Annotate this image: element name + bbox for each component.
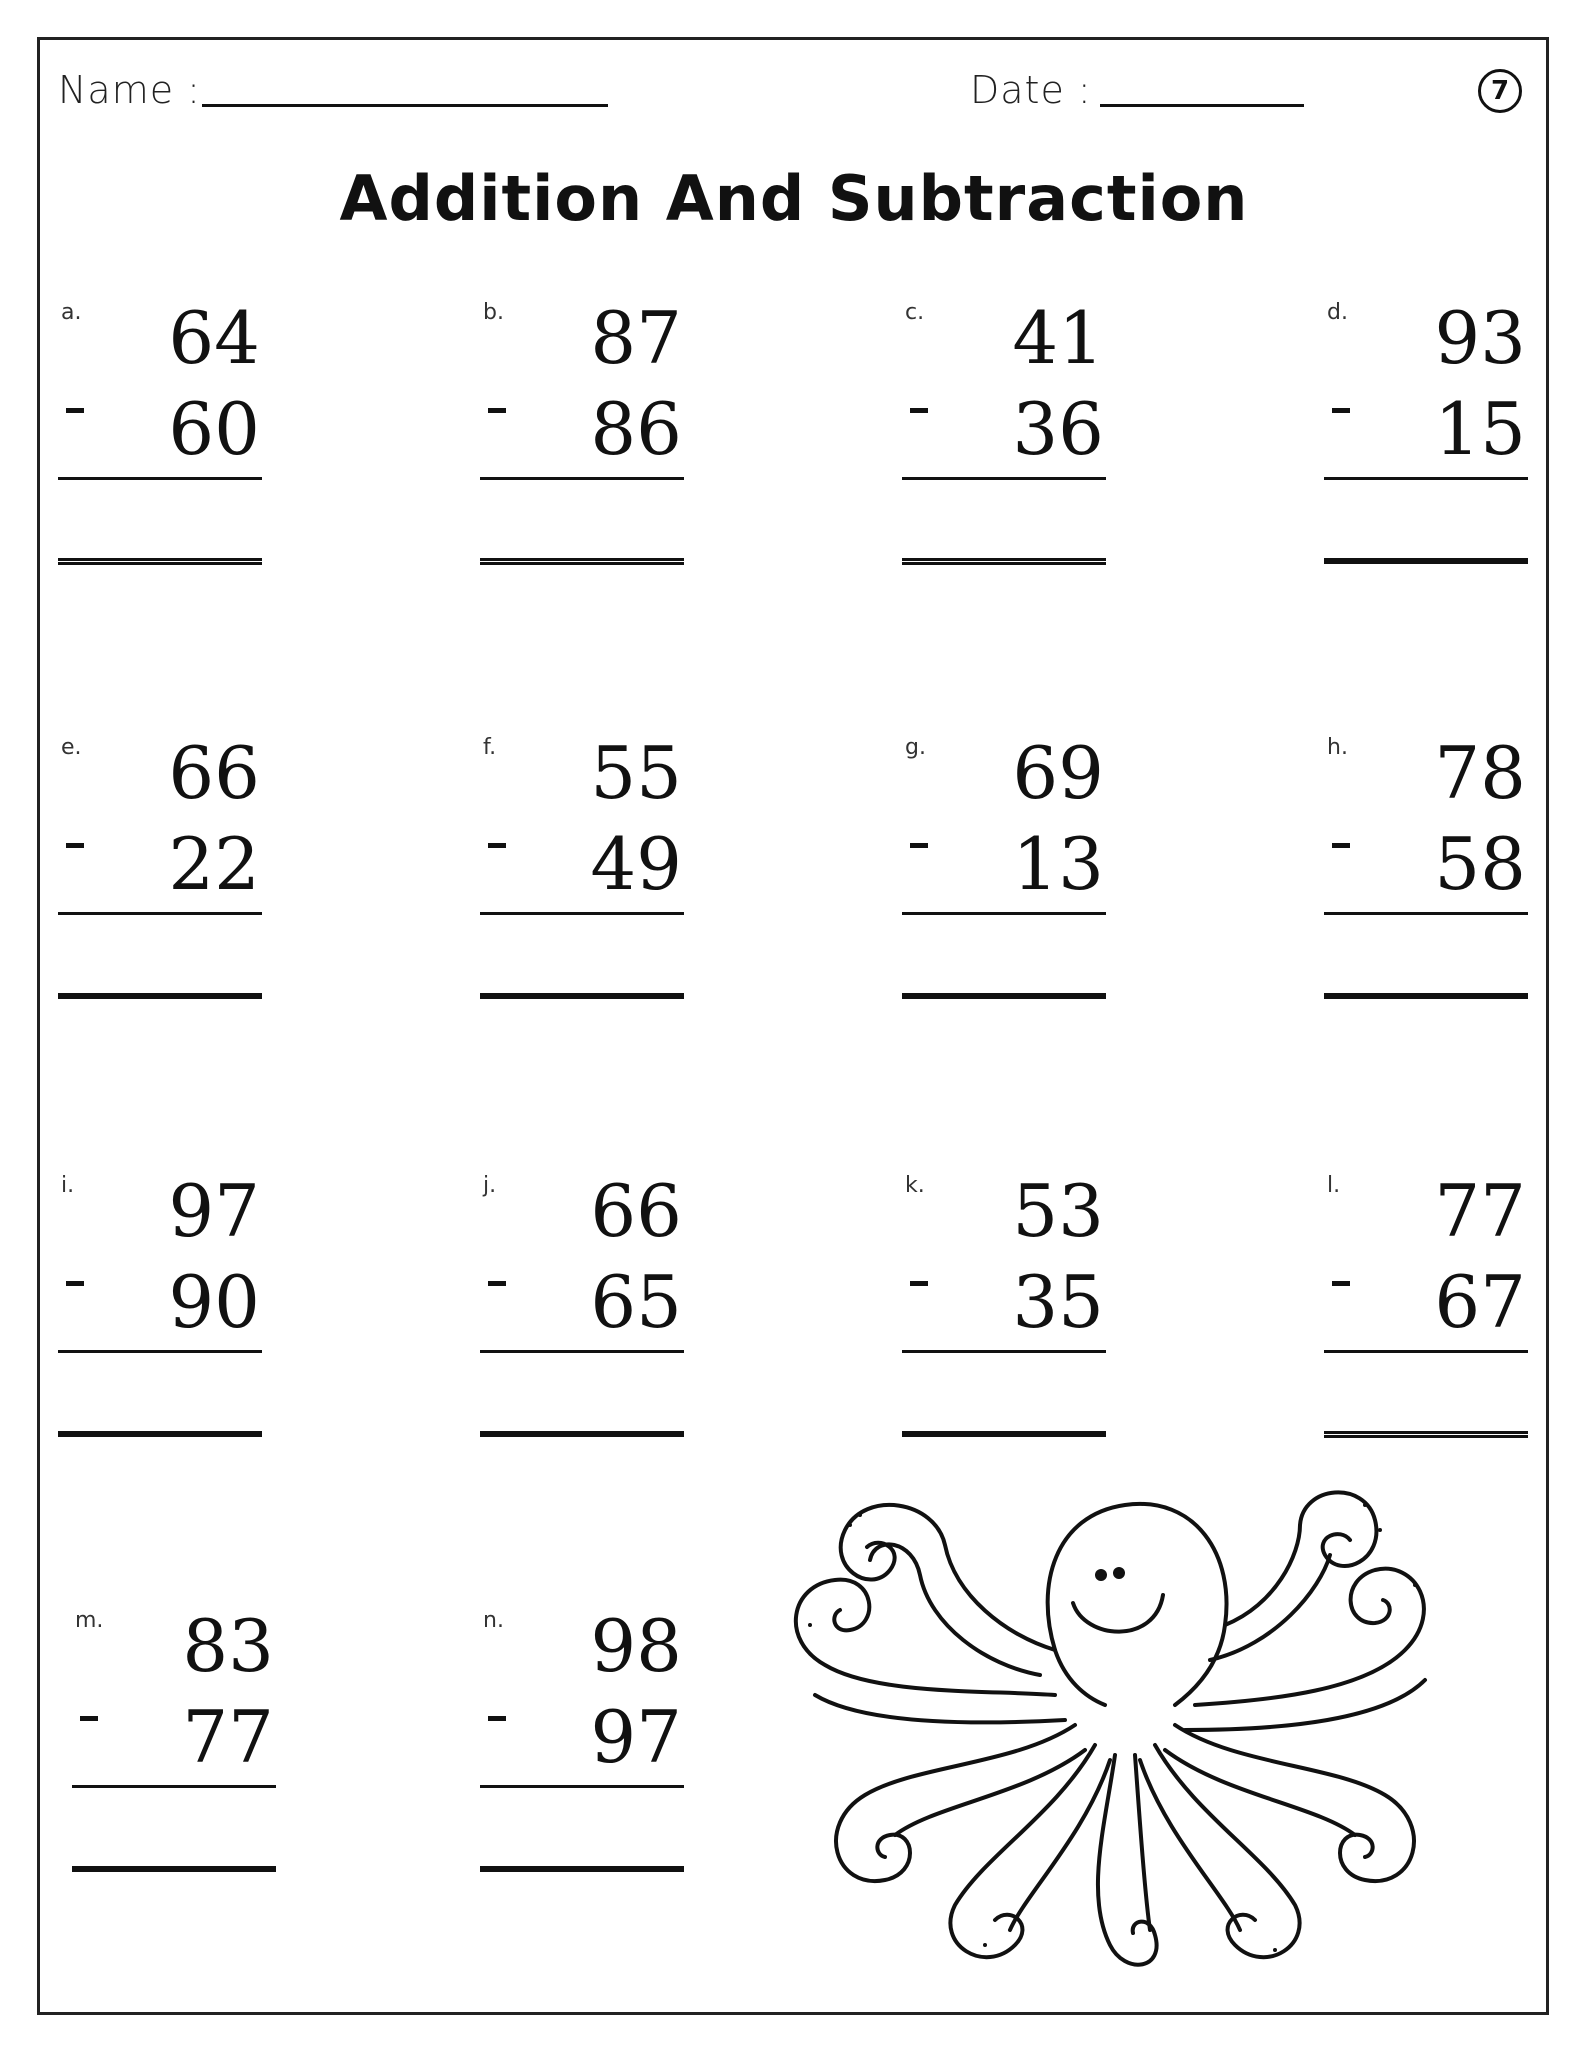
sum-line bbox=[58, 477, 262, 480]
problem-e bbox=[58, 731, 268, 1015]
problem-letter: i. bbox=[61, 1173, 75, 1198]
subtrahend: 58 bbox=[1434, 822, 1526, 906]
problem-f bbox=[480, 731, 690, 1015]
problem-n bbox=[480, 1604, 690, 1888]
date-field[interactable] bbox=[1100, 104, 1304, 107]
problem-letter: k. bbox=[905, 1173, 925, 1198]
answer-line[interactable] bbox=[1324, 1431, 1528, 1438]
problem-letter: n. bbox=[483, 1608, 504, 1633]
subtrahend: 60 bbox=[168, 387, 260, 471]
problem-j bbox=[480, 1169, 690, 1453]
minuend: 83 bbox=[182, 1604, 274, 1688]
sum-line bbox=[480, 1350, 684, 1353]
problem-letter: b. bbox=[483, 300, 504, 325]
subtrahend: 86 bbox=[590, 387, 682, 471]
minus-sign bbox=[488, 1716, 506, 1721]
minus-sign bbox=[66, 408, 84, 413]
minuend: 53 bbox=[1012, 1169, 1104, 1253]
minuend: 55 bbox=[590, 731, 682, 815]
answer-line[interactable] bbox=[1324, 558, 1528, 564]
answer-line[interactable] bbox=[480, 558, 684, 565]
problem-l bbox=[1324, 1169, 1534, 1453]
minuend: 66 bbox=[168, 731, 260, 815]
worksheet-title: Addition And Subtraction bbox=[339, 162, 1249, 235]
problem-letter: e. bbox=[61, 735, 82, 760]
name-label: Name : bbox=[58, 68, 201, 112]
problem-letter: j. bbox=[483, 1173, 497, 1198]
minus-sign bbox=[80, 1716, 98, 1721]
minuend: 98 bbox=[590, 1604, 682, 1688]
minus-sign bbox=[910, 843, 928, 848]
problem-letter: m. bbox=[75, 1608, 104, 1633]
octopus-icon bbox=[755, 1475, 1495, 1985]
problem-letter: d. bbox=[1327, 300, 1348, 325]
subtrahend: 15 bbox=[1434, 387, 1526, 471]
subtrahend: 35 bbox=[1012, 1260, 1104, 1344]
minus-sign bbox=[1332, 408, 1350, 413]
answer-line[interactable] bbox=[902, 1431, 1106, 1437]
subtrahend: 65 bbox=[590, 1260, 682, 1344]
answer-line[interactable] bbox=[72, 1866, 276, 1872]
minus-sign bbox=[66, 843, 84, 848]
problem-letter: l. bbox=[1327, 1173, 1341, 1198]
minus-sign bbox=[488, 843, 506, 848]
minus-sign bbox=[910, 1281, 928, 1286]
sum-line bbox=[902, 912, 1106, 915]
minuend: 69 bbox=[1012, 731, 1104, 815]
minuend: 41 bbox=[1012, 296, 1104, 380]
minuend: 64 bbox=[168, 296, 260, 380]
subtrahend: 49 bbox=[590, 822, 682, 906]
problem-letter: f. bbox=[483, 735, 497, 760]
minus-sign bbox=[488, 408, 506, 413]
sum-line bbox=[58, 912, 262, 915]
subtrahend: 36 bbox=[1012, 387, 1104, 471]
subtrahend: 67 bbox=[1434, 1260, 1526, 1344]
date-label: Date : bbox=[970, 68, 1092, 112]
problem-c bbox=[902, 296, 1112, 580]
sum-line bbox=[1324, 912, 1528, 915]
problem-letter: c. bbox=[905, 300, 925, 325]
answer-line[interactable] bbox=[1324, 993, 1528, 999]
problem-i bbox=[58, 1169, 268, 1453]
minuend: 97 bbox=[168, 1169, 260, 1253]
minuend: 77 bbox=[1434, 1169, 1526, 1253]
sum-line bbox=[480, 912, 684, 915]
subtrahend: 90 bbox=[168, 1260, 260, 1344]
minus-sign bbox=[910, 408, 928, 413]
answer-line[interactable] bbox=[480, 993, 684, 999]
sum-line bbox=[1324, 1350, 1528, 1353]
subtrahend: 22 bbox=[168, 822, 260, 906]
problem-a bbox=[58, 296, 268, 580]
name-field[interactable] bbox=[202, 104, 608, 107]
sum-line bbox=[902, 477, 1106, 480]
sum-line bbox=[480, 1785, 684, 1788]
sum-line bbox=[902, 1350, 1106, 1353]
problem-b bbox=[480, 296, 690, 580]
problem-letter: g. bbox=[905, 735, 926, 760]
minuend: 93 bbox=[1434, 296, 1526, 380]
sum-line bbox=[1324, 477, 1528, 480]
minus-sign bbox=[66, 1281, 84, 1286]
answer-line[interactable] bbox=[58, 558, 262, 565]
subtrahend: 77 bbox=[182, 1695, 274, 1779]
problem-k bbox=[902, 1169, 1112, 1453]
answer-line[interactable] bbox=[58, 993, 262, 999]
problem-letter: h. bbox=[1327, 735, 1348, 760]
sum-line bbox=[58, 1350, 262, 1353]
answer-line[interactable] bbox=[480, 1866, 684, 1872]
minuend: 66 bbox=[590, 1169, 682, 1253]
answer-line[interactable] bbox=[902, 558, 1106, 565]
page-number-badge: 7 bbox=[1478, 69, 1522, 113]
problem-h bbox=[1324, 731, 1534, 1015]
problem-d bbox=[1324, 296, 1534, 580]
minuend: 78 bbox=[1434, 731, 1526, 815]
minuend: 87 bbox=[590, 296, 682, 380]
answer-line[interactable] bbox=[902, 993, 1106, 999]
problem-m bbox=[72, 1604, 282, 1888]
minus-sign bbox=[1332, 843, 1350, 848]
answer-line[interactable] bbox=[58, 1431, 262, 1437]
subtrahend: 97 bbox=[590, 1695, 682, 1779]
problem-g bbox=[902, 731, 1112, 1015]
answer-line[interactable] bbox=[480, 1431, 684, 1437]
minus-sign bbox=[1332, 1281, 1350, 1286]
sum-line bbox=[480, 477, 684, 480]
problem-letter: a. bbox=[61, 300, 82, 325]
subtrahend: 13 bbox=[1012, 822, 1104, 906]
sum-line bbox=[72, 1785, 276, 1788]
minus-sign bbox=[488, 1281, 506, 1286]
